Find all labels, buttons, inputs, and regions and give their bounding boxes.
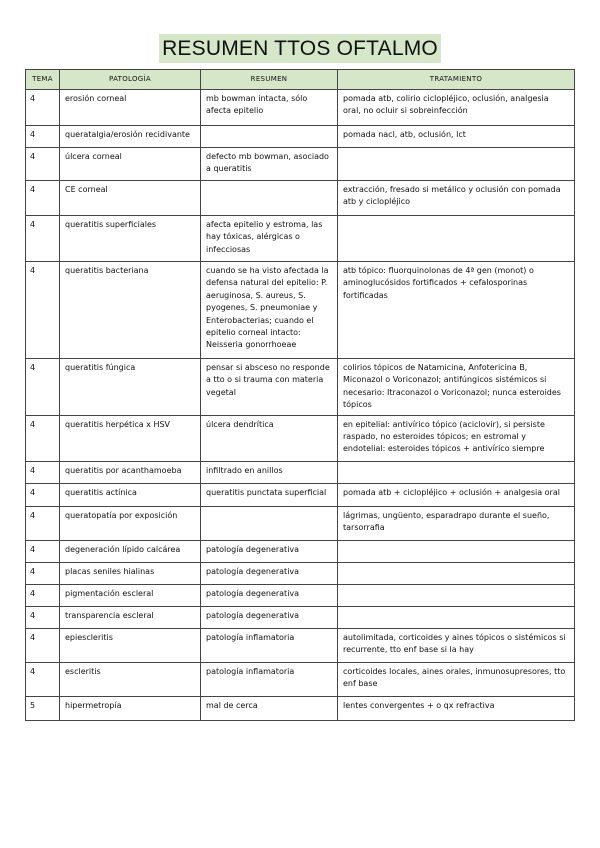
cell-tema: 4	[26, 415, 60, 461]
cell-tratamiento	[338, 562, 575, 584]
header-tratamiento: TRATAMIENTO	[338, 70, 575, 90]
cell-patologia: queratitis por acanthamoeba	[60, 461, 201, 483]
cell-tema: 4	[26, 606, 60, 628]
cell-patologia: placas seniles hialinas	[60, 562, 201, 584]
table-row	[26, 628, 575, 662]
cell-tema: 4	[26, 562, 60, 584]
cell-tema: 4	[26, 90, 60, 126]
table-row	[26, 662, 575, 696]
table-row	[26, 540, 575, 562]
table-header-row	[26, 70, 575, 90]
cell-patologia: hipermetropía	[60, 696, 201, 720]
table-row	[26, 181, 575, 216]
cell-resumen: queratitis punctata superficial	[201, 483, 338, 506]
cell-tema: 4	[26, 126, 60, 148]
cell-tema: 4	[26, 359, 60, 416]
cell-tratamiento: pomada atb, colirio ciclopléjico, oclusión, analgesia oral, no ocluir si sobreinfección	[338, 90, 575, 126]
treatment-table	[25, 69, 575, 721]
cell-tratamiento: autolimitada, corticoides y aines tópicos o sistémicos si recurrente, tto enf base si la hay	[338, 628, 575, 662]
cell-resumen: patología inflamatoria	[201, 628, 338, 662]
table-row	[26, 506, 575, 540]
cell-resumen: afecta epitelio y estroma, las hay tóxicas, alérgicas o infecciosas	[201, 216, 338, 262]
cell-patologia: CE corneal	[60, 181, 201, 216]
cell-patologia: queratitis superficiales	[60, 216, 201, 262]
table-row	[26, 126, 575, 148]
cell-tratamiento	[338, 216, 575, 262]
header-patologia: PATOLOGÍA	[60, 70, 201, 90]
cell-tema: 4	[26, 216, 60, 262]
cell-resumen: patología degenerativa	[201, 540, 338, 562]
cell-tratamiento: lentes convergentes + o qx refractiva	[338, 696, 575, 720]
cell-patologia: erosión corneal	[60, 90, 201, 126]
cell-patologia: queratitis actínica	[60, 483, 201, 506]
cell-tema: 4	[26, 628, 60, 662]
table-row	[26, 696, 575, 720]
cell-tratamiento: colirios tópicos de Natamicina, Anfotericina B, Miconazol o Voriconazol; antifúngicos sistémicos si necesario: Itraconazol o Voriconazol; nunca esteroides tópicos	[338, 359, 575, 416]
table-row	[26, 584, 575, 606]
cell-tratamiento: extracción, fresado si metálico y oclusión con pomada atb y ciclopléjico	[338, 181, 575, 216]
cell-tema: 4	[26, 506, 60, 540]
cell-resumen: pensar si absceso no responde a tto o si trauma con materia vegetal	[201, 359, 338, 416]
cell-resumen	[201, 506, 338, 540]
cell-tratamiento: pomada atb + ciclopléjico + oclusión + analgesia oral	[338, 483, 575, 506]
cell-tratamiento: pomada nacl, atb, oclusión, lct	[338, 126, 575, 148]
cell-tema: 4	[26, 540, 60, 562]
cell-patologia: queratitis herpética x HSV	[60, 415, 201, 461]
cell-resumen	[201, 181, 338, 216]
table-row	[26, 606, 575, 628]
title-container	[0, 34, 600, 63]
cell-tratamiento	[338, 461, 575, 483]
cell-resumen: mal de cerca	[201, 696, 338, 720]
cell-tema: 4	[26, 483, 60, 506]
table-row	[26, 262, 575, 359]
cell-patologia: transparencia escleral	[60, 606, 201, 628]
cell-patologia: pigmentación escleral	[60, 584, 201, 606]
cell-patologia: queratitis fúngica	[60, 359, 201, 416]
cell-resumen: mb bowman intacta, sólo afecta epitelio	[201, 90, 338, 126]
table-row	[26, 90, 575, 126]
cell-resumen	[201, 126, 338, 148]
cell-tratamiento: en epitelial: antivírico tópico (aciclovir), si persiste raspado, no esteroides tópicos; en estromal y endotelial: esteroides tópicos + antivírico siempre	[338, 415, 575, 461]
cell-patologia: queratopatía por exposición	[60, 506, 201, 540]
cell-tratamiento	[338, 606, 575, 628]
cell-resumen: cuando se ha visto afectada la defensa natural del epitelio: P. aeruginosa, S. aureus, S. pyogenes, S. pneumoniae y Enterobacterias; cuando el epitelio corneal intacto: Neisseria gonorrhoeae	[201, 262, 338, 359]
cell-patologia: queratitis bacteriana	[60, 262, 201, 359]
table-row	[26, 483, 575, 506]
cell-tratamiento: corticoides locales, aines orales, inmunosupresores, tto enf base	[338, 662, 575, 696]
cell-resumen: úlcera dendrítica	[201, 415, 338, 461]
cell-resumen: patología degenerativa	[201, 562, 338, 584]
cell-resumen: patología degenerativa	[201, 606, 338, 628]
cell-patologia: epiescleritis	[60, 628, 201, 662]
cell-tema: 5	[26, 696, 60, 720]
cell-tema: 4	[26, 148, 60, 181]
cell-tema: 4	[26, 662, 60, 696]
cell-resumen: infiltrado en anillos	[201, 461, 338, 483]
cell-resumen: patología degenerativa	[201, 584, 338, 606]
document-title: RESUMEN TTOS OFTALMO	[159, 34, 441, 63]
cell-patologia: escleritis	[60, 662, 201, 696]
cell-tema: 4	[26, 584, 60, 606]
table-row	[26, 562, 575, 584]
table-row	[26, 461, 575, 483]
table-row	[26, 216, 575, 262]
cell-resumen: patología inflamatoria	[201, 662, 338, 696]
cell-patologia: queratalgia/erosión recidivante	[60, 126, 201, 148]
cell-tratamiento: lágrimas, ungüento, esparadrapo durante el sueño, tarsorrafia	[338, 506, 575, 540]
header-tema: TEMA	[26, 70, 60, 90]
table-row	[26, 359, 575, 416]
cell-tema: 4	[26, 181, 60, 216]
cell-patologia: úlcera corneal	[60, 148, 201, 181]
table-row	[26, 415, 575, 461]
cell-tratamiento	[338, 540, 575, 562]
cell-tema: 4	[26, 461, 60, 483]
cell-tema: 4	[26, 262, 60, 359]
table-row	[26, 148, 575, 181]
cell-tratamiento	[338, 148, 575, 181]
cell-resumen: defecto mb bowman, asociado a queratitis	[201, 148, 338, 181]
header-resumen: RESUMEN	[201, 70, 338, 90]
cell-tratamiento: atb tópico: fluorquinolonas de 4ª gen (monot) o aminoglucósidos fortificados + cefalosporinas fortificadas	[338, 262, 575, 359]
cell-patologia: degeneración lípido calcárea	[60, 540, 201, 562]
cell-tratamiento	[338, 584, 575, 606]
